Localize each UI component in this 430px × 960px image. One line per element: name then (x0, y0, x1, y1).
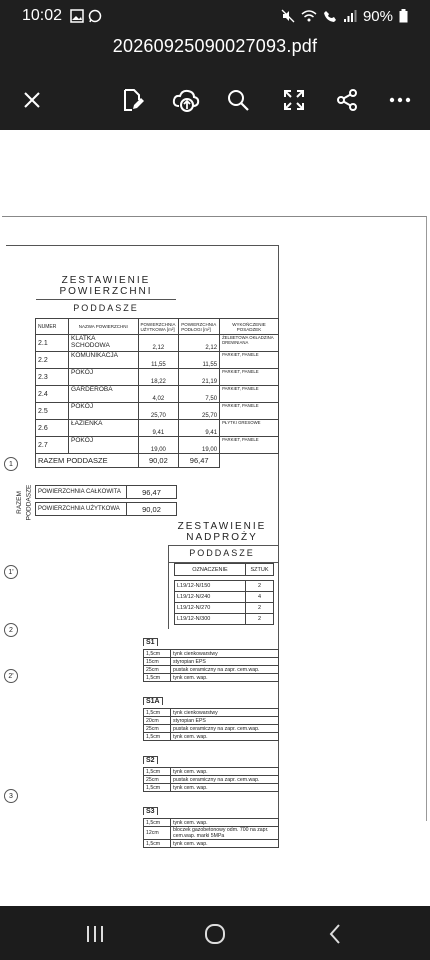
close-button[interactable] (16, 84, 48, 116)
status-time: 10:02 (22, 7, 63, 24)
recents-icon (85, 925, 105, 943)
layer-table (143, 649, 279, 682)
edit-button[interactable] (116, 84, 148, 116)
search-icon (226, 88, 250, 112)
more-options-button[interactable] (384, 84, 416, 116)
table-row (175, 614, 274, 625)
lintel-code: L19/12-N/300 (175, 614, 246, 625)
table-row (36, 335, 279, 352)
room-number: 2.3 (36, 369, 69, 386)
room-number: 2.1 (36, 335, 69, 352)
room-area-pod: 19,00 (179, 437, 220, 454)
table-row (144, 840, 279, 848)
more-vertical-icon (389, 96, 411, 104)
nadproza-table (174, 563, 274, 625)
room-area-uz: 19,00 (138, 437, 179, 454)
status-right (281, 8, 408, 25)
table-row (144, 650, 279, 658)
table-row (36, 420, 279, 437)
razem-uz: 90,02 (138, 454, 179, 468)
layer-material: pustak ceramiczny na zapr. cem.wap. (171, 725, 279, 733)
edit-document-icon (120, 88, 144, 112)
marker-3: 3 (4, 789, 18, 803)
layer-table (143, 767, 279, 792)
mute-icon (281, 9, 295, 23)
layer-material: pustak ceramiczny na zapr. cem.wap. (171, 666, 279, 674)
col-pow-uzytkowa: POWIERZCHNIA UŻYTKOWA [m²] (138, 319, 179, 335)
search-button[interactable] (222, 84, 254, 116)
layer-block (143, 749, 279, 792)
battery-percent: 90% (362, 7, 393, 25)
upload-button[interactable] (170, 84, 202, 116)
room-name: ŁAZIENKA (69, 420, 138, 437)
col-wykonczenie: WYKOŃCZENIE POSADZEK (220, 319, 279, 335)
lintel-count: 2 (246, 614, 274, 625)
col-numer: NUMER (36, 319, 69, 335)
room-number: 2.7 (36, 437, 69, 454)
system-nav-bar (0, 906, 430, 960)
layer-thickness: 1,5cm (144, 840, 171, 848)
room-finish: PARKIET, PANELE (220, 437, 279, 454)
layer-material: pustak ceramiczny na zapr. cem.wap. (171, 776, 279, 784)
col-oznaczenie: OZNACZENIE (175, 564, 246, 576)
back-button[interactable] (319, 918, 351, 950)
layer-block (143, 631, 279, 682)
table-row (36, 369, 279, 386)
table-row (144, 717, 279, 725)
room-finish: ŻELBETOWA OKŁADZINA DREWNIANA (220, 335, 279, 352)
room-number: 2.4 (36, 386, 69, 403)
home-button[interactable] (199, 918, 231, 950)
room-finish: PŁYTKI GRESOWE (220, 420, 279, 437)
layer-thickness: 1,5cm (144, 674, 171, 682)
room-finish: PARKIET, PANELE (220, 386, 279, 403)
battery-icon (399, 9, 408, 23)
room-area-uz: 2,12 (138, 335, 179, 352)
room-name: KLATKA SCHODOWA (69, 335, 138, 352)
layer-material: tynk cienkowarstwy (171, 650, 279, 658)
lintel-count: 4 (246, 592, 274, 603)
recents-button[interactable] (79, 918, 111, 950)
marker-2: 2 (4, 623, 18, 637)
totals-table (35, 485, 177, 516)
side-label (16, 485, 36, 525)
layer-block (143, 690, 279, 741)
layer-table (143, 708, 279, 741)
layer-thickness: 12cm (144, 827, 171, 840)
room-area-uz: 11,55 (138, 352, 179, 369)
room-finish: PARKIET, PANELE (220, 352, 279, 369)
layer-thickness: 25cm (144, 666, 171, 674)
room-area-pod: 11,55 (179, 352, 220, 369)
call-icon (323, 9, 337, 23)
table-row (175, 592, 274, 603)
layer-material: tynk cem. wap. (171, 840, 279, 848)
room-area-uz: 25,70 (138, 403, 179, 420)
share-icon (335, 88, 359, 112)
room-name: GARDEROBA (69, 386, 138, 403)
status-left-icons (70, 9, 102, 23)
room-name: KOMUNIKACJA (69, 352, 138, 369)
layer-material: tynk cem. wap. (171, 819, 279, 827)
wifi-icon (301, 9, 317, 23)
home-icon (204, 923, 226, 945)
table-row (144, 674, 279, 682)
layer-material: bloczek gazobetonowy odm. 700 na zapr. cem.wap. marki 5MPa (171, 827, 279, 840)
room-number: 2.5 (36, 403, 69, 420)
pow-uzytkowa-value: 90,02 (127, 503, 177, 516)
room-name: POKÓJ (69, 437, 138, 454)
col-nazwa: NAZWA POWIERZCHNI (69, 319, 138, 335)
room-number: 2.2 (36, 352, 69, 369)
table-row (144, 709, 279, 717)
viewer-toolbar (0, 84, 430, 116)
side-label-line2: PODDASZE (25, 484, 33, 521)
signal-icon (343, 9, 357, 23)
layer-code: S3 (143, 807, 158, 815)
layer-thickness: 1,5cm (144, 733, 171, 741)
layer-code: S1A (143, 697, 163, 705)
lintel-count: 2 (246, 603, 274, 614)
table-row (144, 725, 279, 733)
room-area-pod: 7,50 (179, 386, 220, 403)
wall-layers (143, 631, 279, 856)
title2-line2: NADPROŻY (186, 532, 258, 543)
gallery-icon (70, 9, 84, 23)
room-name: POKÓJ (69, 403, 138, 420)
pow-calkowita-value: 96,47 (127, 486, 177, 499)
table-row (144, 768, 279, 776)
table-row (144, 819, 279, 827)
share-button[interactable] (331, 84, 363, 116)
fullscreen-icon (283, 89, 305, 111)
layer-thickness: 1,5cm (144, 709, 171, 717)
layer-code: S2 (143, 756, 158, 764)
room-area-uz: 18,22 (138, 369, 179, 386)
title2-line1: ZESTAWIENIE (177, 521, 267, 532)
layer-thickness: 1,5cm (144, 650, 171, 658)
table-row (36, 437, 279, 454)
room-area-pod: 2,12 (179, 335, 220, 352)
room-area-pod: 9,41 (179, 420, 220, 437)
table-row (144, 776, 279, 784)
table-row (144, 658, 279, 666)
layer-thickness: 1,5cm (144, 784, 171, 792)
room-finish: PARKIET, PANELE (220, 403, 279, 420)
table-row (144, 733, 279, 741)
layer-material: tynk cem. wap. (171, 784, 279, 792)
table-row (36, 352, 279, 369)
table-row (36, 403, 279, 420)
room-name: POKÓJ (69, 369, 138, 386)
lintel-code: L19/12-N/150 (175, 581, 246, 592)
room-finish: PARKIET, PANELE (220, 369, 279, 386)
layer-thickness: 20cm (144, 717, 171, 725)
marker-1-prime: 1' (4, 565, 18, 579)
col-pow-podlogi: POWIERZCHNIA PODŁOGI [m²] (179, 319, 220, 335)
razem-label: RAZEM PODDASZE (36, 454, 139, 468)
status-bar (22, 6, 408, 26)
marker-1: 1 (4, 457, 18, 471)
table-row (175, 603, 274, 614)
lintel-code: L19/12-N/270 (175, 603, 246, 614)
fullscreen-button[interactable] (278, 84, 310, 116)
pow-uzytkowa-label: POWIERZCHNIA UŻYTKOWA (36, 503, 127, 516)
layer-material: tynk cem. wap. (171, 768, 279, 776)
layer-material: tynk cienkowarstwy (171, 709, 279, 717)
table-row (36, 386, 279, 403)
room-area-pod: 21,19 (179, 369, 220, 386)
table-row (144, 827, 279, 840)
layer-thickness: 1,5cm (144, 768, 171, 776)
layer-material: tynk cem. wap. (171, 674, 279, 682)
subtitle-poddasze-2: PODDASZE (189, 548, 255, 558)
layer-code: S1 (143, 638, 158, 646)
close-icon (22, 90, 42, 110)
col-sztuk: SZTUK (246, 564, 274, 576)
lintel-count: 2 (246, 581, 274, 592)
room-area-uz: 4,02 (138, 386, 179, 403)
layer-material: tynk cem. wap. (171, 733, 279, 741)
back-icon (328, 923, 342, 945)
table-row (144, 784, 279, 792)
document-filename: 20260925090027093.pdf (112, 36, 318, 56)
room-number: 2.6 (36, 420, 69, 437)
pow-calkowita-label: POWIERZCHNIA CAŁKOWITA (36, 486, 127, 499)
title-zestawienie-nadprozy (172, 521, 272, 543)
layer-thickness: 25cm (144, 725, 171, 733)
pdf-page[interactable] (2, 216, 427, 847)
app-top-bar (0, 0, 430, 130)
lintel-code: L19/12-N/240 (175, 592, 246, 603)
layer-material: styropian EPS (171, 717, 279, 725)
layer-block (143, 800, 279, 848)
layer-thickness: 15cm (144, 658, 171, 666)
title-zestawienie-powierzchni (32, 275, 180, 297)
rooms-table (35, 318, 279, 468)
subtitle-poddasze-1: PODDASZE (73, 303, 139, 313)
layer-thickness: 25cm (144, 776, 171, 784)
title1-line1: ZESTAWIENIE (61, 275, 151, 286)
table-row (175, 581, 274, 592)
layer-material: styropian EPS (171, 658, 279, 666)
razem-pod: 96,47 (179, 454, 220, 468)
side-label-line1: RAZEM (15, 491, 23, 514)
title1-line2: POWIERZCHNI (59, 286, 153, 297)
layer-table (143, 818, 279, 848)
layer-thickness: 1,5cm (144, 819, 171, 827)
cloud-upload-icon (172, 88, 200, 112)
whatsapp-icon (88, 9, 102, 23)
room-area-pod: 25,70 (179, 403, 220, 420)
rooms-table-header (36, 319, 279, 335)
table-row (144, 666, 279, 674)
razem-row (36, 454, 279, 468)
room-area-uz: 9,41 (138, 420, 179, 437)
marker-2-prime: 2' (4, 669, 18, 683)
